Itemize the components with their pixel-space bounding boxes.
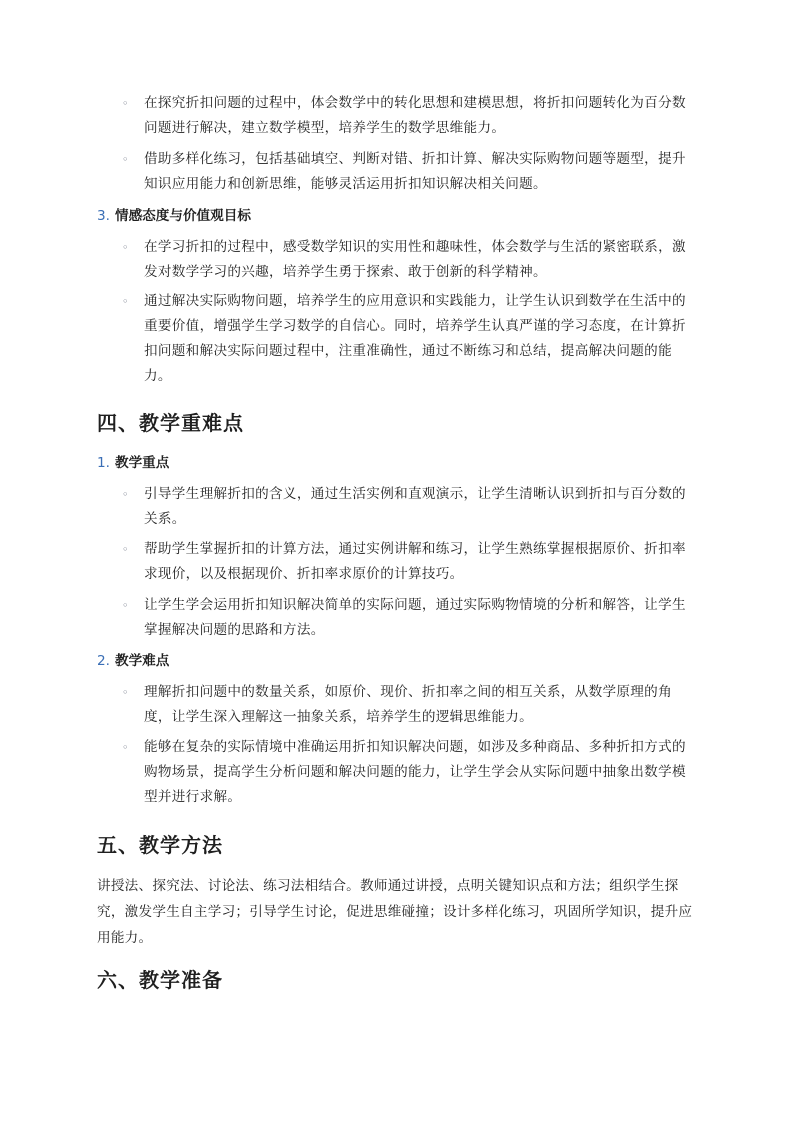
section-heading-key-points: 四、教学重难点	[97, 411, 244, 435]
list-item: 理解折扣问题中的数量关系，如原价、现价、折扣率之间的相互关系，从数学原理的角度，让学生深入理解这一抽象关系，培养学生的逻辑思维能力。	[144, 684, 672, 725]
list-item: 帮助学生掌握折扣的计算方法，通过实例讲解和练习，让学生熟练掌握根据原价、折扣率求现价，以及根据现价、折扣率求原价的计算技巧。	[144, 541, 686, 582]
bullet-icon: ◦	[122, 599, 129, 612]
section-heading-methods: 五、教学方法	[97, 833, 223, 857]
bullet-icon: ◦	[122, 295, 129, 308]
bullet-icon: ◦	[122, 741, 129, 754]
list-item: 让学生学会运用折扣知识解决简单的实际问题，通过实际购物情境的分析和解答，让学生掌握解决问题的思路和方法。	[144, 597, 686, 638]
bullet-icon: ◦	[122, 543, 129, 556]
bullet-icon: ◦	[122, 241, 129, 254]
list-item: 通过解决实际购物问题，培养学生的应用意识和实践能力，让学生认识到数学在生活中的重要价值，增强学生学习数学的自信心。同时，培养学生认真严谨的学习态度，在计算折扣问题和解决实际问题过程中，注重准确性，通过不断练习和总结，提高解决问题的能力。	[144, 293, 686, 384]
bullet-icon: ◦	[122, 488, 129, 501]
list-number: 2.	[97, 653, 110, 669]
bullet-icon: ◦	[122, 686, 129, 699]
subheading-difficulties: 教学难点	[115, 653, 170, 669]
bullet-icon: ◦	[122, 153, 129, 166]
list-item: 在学习折扣的过程中，感受数学知识的实用性和趣味性，体会数学与生活的紧密联系，激发对数学学习的兴趣，培养学生勇于探索、敢于创新的科学精神。	[144, 239, 686, 280]
section-heading-preparation: 六、教学准备	[97, 968, 223, 992]
list-item: 在探究折扣问题的过程中，体会数学中的转化思想和建模思想，将折扣问题转化为百分数问题进行解决，建立数学模型，培养学生的数学思维能力。	[144, 95, 686, 136]
list-item: 能够在复杂的实际情境中准确运用折扣知识解决问题，如涉及多种商品、多种折扣方式的购物场景，提高学生分析问题和解决问题的能力，让学生学会从实际问题中抽象出数学模型并进行求解。	[144, 739, 686, 805]
list-number: 3.	[97, 208, 110, 224]
subheading-key-points: 教学重点	[115, 455, 170, 471]
paragraph-methods: 讲授法、探究法、讨论法、练习法相结合。教师通过讲授，点明关键知识点和方法；组织学生探究，激发学生自主学习；引导学生讨论，促进思维碰撞；设计多样化练习，巩固所学知识，提升应用能力。	[97, 878, 693, 946]
list-item: 借助多样化练习，包括基础填空、判断对错、折扣计算、解决实际购物问题等题型，提升知识应用能力和创新思维，能够灵活运用折扣知识解决相关问题。	[144, 151, 686, 192]
bullet-icon: ◦	[122, 97, 129, 110]
list-number: 1.	[97, 455, 110, 471]
subheading-affective-goals: 情感态度与价值观目标	[115, 208, 251, 224]
list-item: 引导学生理解折扣的含义，通过生活实例和直观演示，让学生清晰认识到折扣与百分数的关系。	[144, 486, 686, 527]
